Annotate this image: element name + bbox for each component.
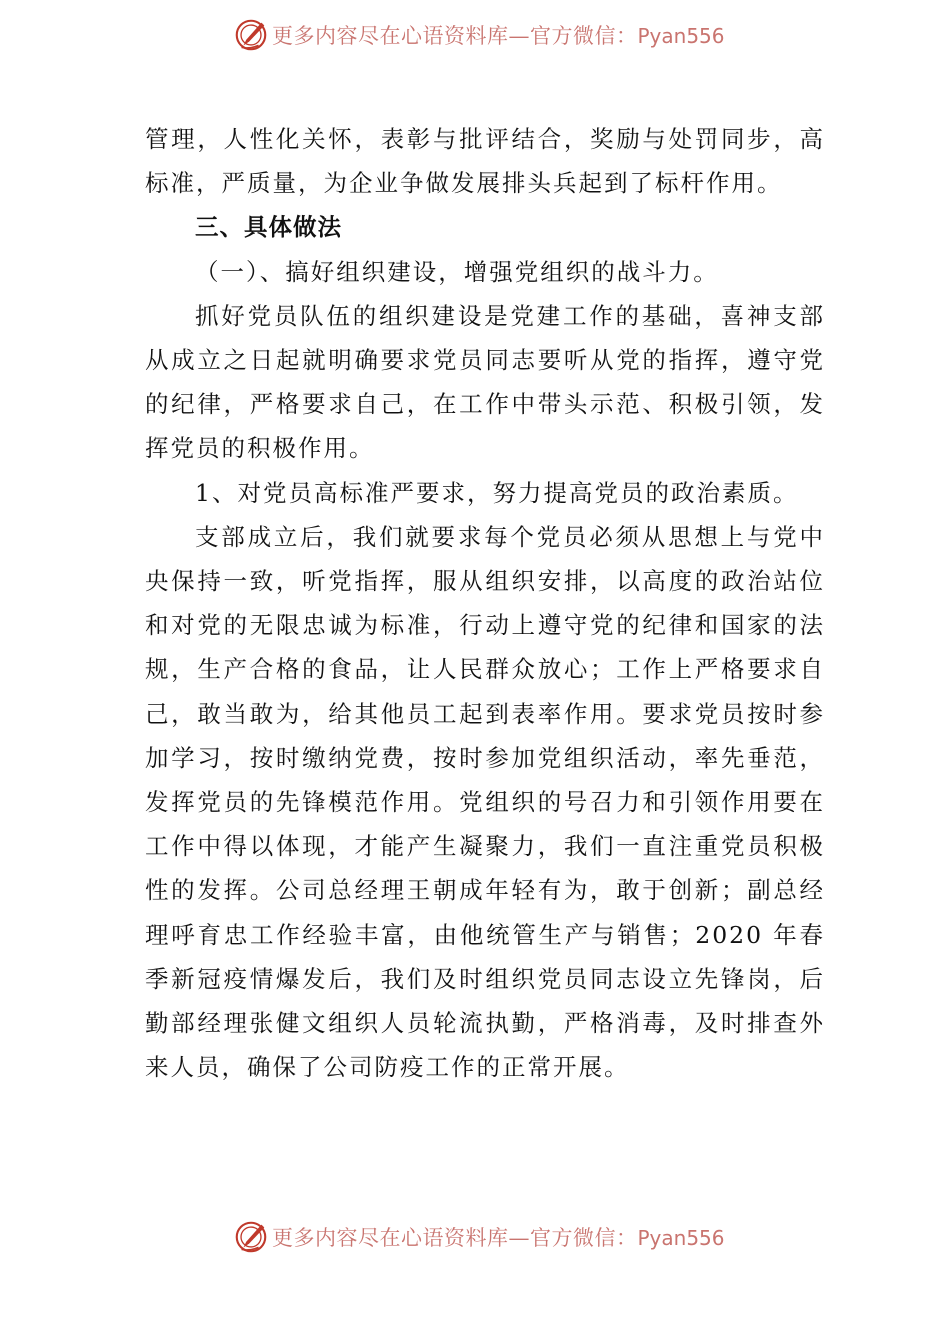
- document-body: [145, 117, 825, 1089]
- banner-wechat-id: Pyan556: [637, 24, 725, 48]
- banner-wechat-id: Pyan556: [637, 1226, 725, 1250]
- header-watermark-banner: [232, 15, 725, 55]
- paragraph-organization: 抓好党员队伍的组织建设是党建工作的基础，喜神支部从成立之日起就明确要求党员同志要听从党的指挥，遵守党的纪律，严格要求自己，在工作中带头示范、积极引领，发挥党员的积极作用。: [145, 301, 825, 463]
- pen-logo-icon: [232, 16, 270, 54]
- banner-label: 更多内容尽在心语资料库—官方微信：: [272, 1226, 638, 1250]
- paragraph-continued: 管理，人性化关怀，表彰与批评结合，奖励与处罚同步，高标准，严质量，为企业争做发展排头兵起到了标杆作用。: [145, 125, 825, 198]
- pen-logo-icon: [232, 1218, 270, 1256]
- banner-label: 更多内容尽在心语资料库—官方微信：: [272, 24, 638, 48]
- banner-text: [272, 1222, 725, 1252]
- section-heading: 三、具体做法: [195, 213, 342, 242]
- subsection-heading: （一）、搞好组织建设，增强党组织的战斗力。: [195, 257, 719, 286]
- banner-text: [272, 20, 725, 50]
- list-item-heading: 1、对党员高标准严要求，努力提高党员的政治素质。: [195, 478, 799, 507]
- paragraph-requirements: 支部成立后，我们就要求每个党员必须从思想上与党中央保持一致，听党指挥，服从组织安排，以高度的政治站位和对党的无限忠诚为标准，行动上遵守党的纪律和国家的法规，生产合格的食品，让人民群众放心；工作上严格要求自己，敢当敢为，给其他员工起到表率作用。要求党员按时参加学习，按时缴纳党费，按时参加党组织活动，率先垂范，发挥党员的先锋模范作用。党组织的号召力和引领作用要在工作中得以体现，才能产生凝聚力，我们一直注重党员积极性的发挥。公司总经理王朝成年轻有为，敢于创新；副总经理呼育忠工作经验丰富，由他统管生产与销售；2020 年春季新冠疫情爆发后，我们及时组织党员同志设立先锋岗，后勤部经理张健文组织人员轮流执勤，严格消毒，及时排查外来人员，确保了公司防疫工作的正常开展。: [145, 522, 825, 1082]
- footer-watermark-banner: [232, 1217, 725, 1257]
